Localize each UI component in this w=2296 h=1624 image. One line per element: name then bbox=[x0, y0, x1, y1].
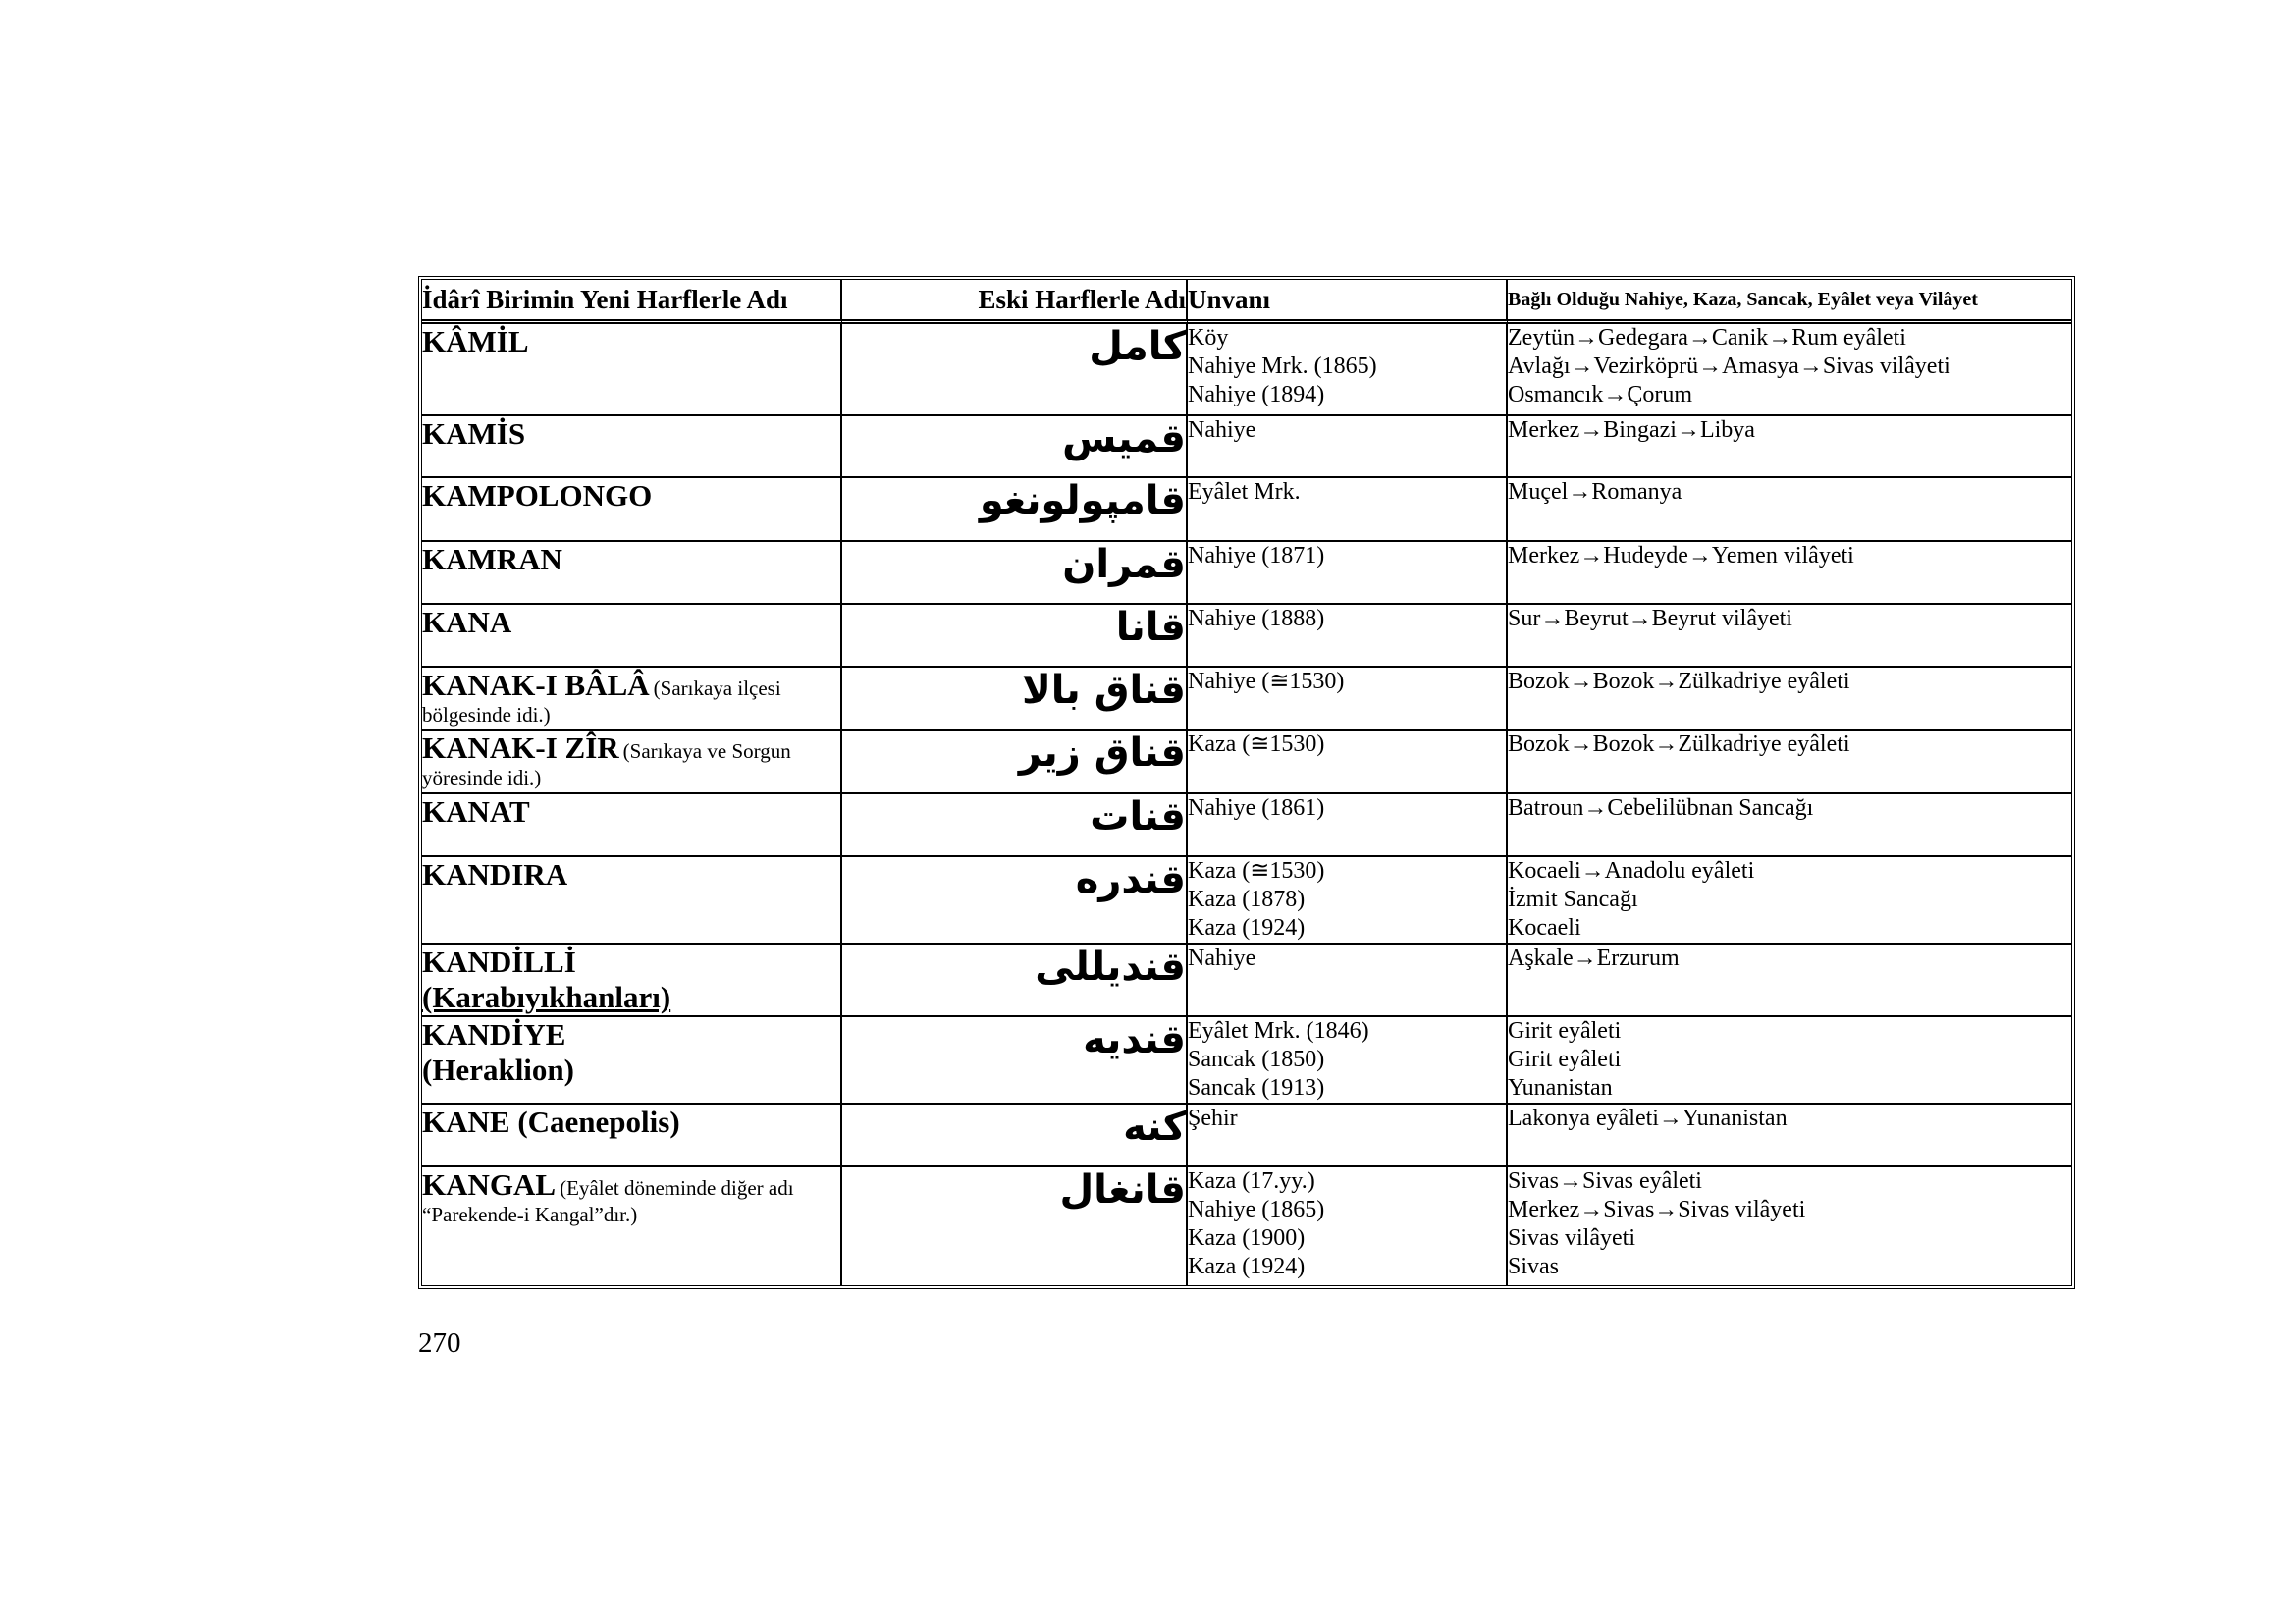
cell-affiliation bbox=[1508, 1167, 2071, 1285]
table-row bbox=[422, 794, 2071, 857]
cell-old-name bbox=[842, 794, 1188, 857]
cell-affiliation bbox=[1508, 324, 2071, 416]
cell-title bbox=[1188, 478, 1508, 542]
title-line: Kaza (1924) bbox=[1188, 1254, 1306, 1279]
cell-title bbox=[1188, 1017, 1508, 1105]
table-row bbox=[422, 605, 2071, 668]
affiliation-line: Osmancık→Çorum bbox=[1508, 382, 1692, 407]
cell-title bbox=[1188, 605, 1508, 668]
header-old-name: Eski Harflerle Adı bbox=[842, 280, 1188, 324]
table-row bbox=[422, 1167, 2071, 1285]
table-row bbox=[422, 1105, 2071, 1167]
ottoman-script-name: قندره bbox=[1075, 857, 1186, 902]
cell-old-name bbox=[842, 416, 1188, 478]
affiliation-line: Merkez→Sivas→Sivas vilâyeti bbox=[1508, 1197, 1806, 1222]
affiliation-line: Merkez→Hudeyde→Yemen vilâyeti bbox=[1508, 543, 1854, 568]
cell-title bbox=[1188, 542, 1508, 605]
ottoman-script-name: قنديه bbox=[1083, 1017, 1186, 1062]
header-affiliation: Bağlı Olduğu Nahiye, Kaza, Sancak, Eyâlet veya Vilâyet bbox=[1508, 280, 2071, 324]
unit-alt-name: (Heraklion) bbox=[422, 1053, 574, 1087]
unit-name: KANAK-I ZÎR bbox=[422, 731, 619, 765]
cell-old-name bbox=[842, 478, 1188, 542]
cell-new-name bbox=[422, 668, 842, 731]
cell-title bbox=[1188, 1167, 1508, 1285]
cell-affiliation bbox=[1508, 416, 2071, 478]
ottoman-script-name: قميس bbox=[1062, 416, 1186, 461]
title-line: Eyâlet Mrk. bbox=[1188, 479, 1301, 505]
title-line: Kaza (17.yy.) bbox=[1188, 1168, 1315, 1194]
cell-new-name bbox=[422, 1167, 842, 1285]
cell-affiliation bbox=[1508, 857, 2071, 945]
affiliation-line: Muçel→Romanya bbox=[1508, 479, 1682, 505]
ottoman-script-name: قانغال bbox=[1059, 1167, 1186, 1213]
title-line: Sancak (1850) bbox=[1188, 1047, 1325, 1072]
cell-title bbox=[1188, 324, 1508, 416]
cell-affiliation bbox=[1508, 731, 2071, 794]
unit-name: KAMRAN bbox=[422, 542, 562, 576]
cell-new-name bbox=[422, 794, 842, 857]
cell-old-name bbox=[842, 668, 1188, 731]
cell-title bbox=[1188, 945, 1508, 1017]
records-table bbox=[418, 276, 2075, 1289]
unit-name: KANE (Caenepolis) bbox=[422, 1105, 680, 1139]
ottoman-script-name: قانا bbox=[1115, 605, 1186, 650]
cell-title bbox=[1188, 731, 1508, 794]
unit-name: KANA bbox=[422, 605, 512, 639]
cell-new-name bbox=[422, 945, 842, 1017]
title-line: Kaza (1924) bbox=[1188, 915, 1306, 941]
cell-old-name bbox=[842, 324, 1188, 416]
table-header bbox=[422, 280, 2071, 324]
ottoman-script-name: قمران bbox=[1062, 542, 1186, 587]
cell-new-name bbox=[422, 1017, 842, 1105]
cell-affiliation bbox=[1508, 945, 2071, 1017]
table-body bbox=[422, 324, 2071, 1285]
ottoman-script-name: كنه bbox=[1123, 1105, 1186, 1150]
title-line: Köy bbox=[1188, 325, 1229, 351]
header-title: Unvanı bbox=[1188, 280, 1508, 324]
cell-new-name bbox=[422, 857, 842, 945]
title-line: Nahiye (1865) bbox=[1188, 1197, 1325, 1222]
table-row bbox=[422, 857, 2071, 945]
table-row bbox=[422, 324, 2071, 416]
affiliation-line: Yunanistan bbox=[1508, 1075, 1613, 1101]
cell-affiliation bbox=[1508, 1017, 2071, 1105]
title-line: Nahiye (≅1530) bbox=[1188, 669, 1345, 694]
cell-affiliation bbox=[1508, 1105, 2071, 1167]
cell-new-name bbox=[422, 731, 842, 794]
cell-affiliation bbox=[1508, 542, 2071, 605]
cell-old-name bbox=[842, 731, 1188, 794]
table-row bbox=[422, 668, 2071, 731]
title-line: Kaza (≅1530) bbox=[1188, 858, 1325, 884]
cell-title bbox=[1188, 668, 1508, 731]
cell-new-name bbox=[422, 542, 842, 605]
affiliation-line: Sivas bbox=[1508, 1254, 1560, 1279]
unit-name: KANDIRA bbox=[422, 857, 568, 892]
affiliation-line: Merkez→Bingazi→Libya bbox=[1508, 417, 1755, 443]
cell-old-name bbox=[842, 605, 1188, 668]
unit-note: (Sarıkaya ve Sorgun yöresinde idi.) bbox=[422, 739, 791, 789]
title-line: Nahiye (1861) bbox=[1188, 795, 1325, 821]
title-line: Eyâlet Mrk. (1846) bbox=[1188, 1018, 1369, 1044]
unit-name: KÂMİL bbox=[422, 324, 529, 358]
table-row bbox=[422, 416, 2071, 478]
title-line: Nahiye Mrk. (1865) bbox=[1188, 353, 1377, 379]
unit-note: (Eyâlet döneminde diğer adı “Parekende-i Kangal”dır.) bbox=[422, 1176, 794, 1226]
title-line: Nahiye bbox=[1188, 417, 1256, 443]
cell-title bbox=[1188, 1105, 1508, 1167]
cell-old-name bbox=[842, 857, 1188, 945]
cell-old-name bbox=[842, 1105, 1188, 1167]
affiliation-line: Sivas→Sivas eyâleti bbox=[1508, 1168, 1702, 1194]
table-row bbox=[422, 478, 2071, 542]
cell-title bbox=[1188, 416, 1508, 478]
unit-note: (Sarıkaya ilçesi bölgesinde idi.) bbox=[422, 677, 781, 727]
unit-name: KAMİS bbox=[422, 416, 526, 451]
ottoman-script-name: قنات bbox=[1090, 794, 1186, 839]
table-row bbox=[422, 731, 2071, 794]
cell-old-name bbox=[842, 945, 1188, 1017]
cell-affiliation bbox=[1508, 794, 2071, 857]
affiliation-line: Girit eyâleti bbox=[1508, 1018, 1622, 1044]
cell-affiliation bbox=[1508, 605, 2071, 668]
table-row bbox=[422, 542, 2071, 605]
ottoman-script-name: كامل bbox=[1089, 324, 1186, 369]
title-line: Kaza (≅1530) bbox=[1188, 731, 1325, 757]
title-line: Nahiye bbox=[1188, 946, 1256, 971]
header-row bbox=[422, 280, 2071, 324]
unit-name: KANAT bbox=[422, 794, 530, 829]
affiliation-line: İzmit Sancağı bbox=[1508, 887, 1638, 912]
cell-title bbox=[1188, 857, 1508, 945]
affiliation-line: Sivas vilâyeti bbox=[1508, 1225, 1635, 1251]
cell-title bbox=[1188, 794, 1508, 857]
page-number: 270 bbox=[418, 1327, 461, 1359]
title-line: Nahiye (1888) bbox=[1188, 606, 1325, 631]
affiliation-line: Bozok→Bozok→Zülkadriye eyâleti bbox=[1508, 669, 1850, 694]
ottoman-script-name: قامپولونغو bbox=[979, 478, 1186, 523]
affiliation-line: Kocaeli→Anadolu eyâleti bbox=[1508, 858, 1755, 884]
cell-new-name bbox=[422, 324, 842, 416]
title-line: Kaza (1900) bbox=[1188, 1225, 1306, 1251]
affiliation-line: Sur→Beyrut→Beyrut vilâyeti bbox=[1508, 606, 1792, 631]
unit-name: KANDİLLİ bbox=[422, 945, 576, 979]
header-new-name: İdârî Birimin Yeni Harflerle Adı bbox=[422, 280, 842, 324]
cell-new-name bbox=[422, 1105, 842, 1167]
affiliation-line: Avlağı→Vezirköprü→Amasya→Sivas vilâyeti bbox=[1508, 353, 1950, 379]
ottoman-script-name: قناق بالا bbox=[1021, 668, 1186, 713]
table-row bbox=[422, 945, 2071, 1017]
cell-old-name bbox=[842, 1167, 1188, 1285]
cell-new-name bbox=[422, 478, 842, 542]
affiliation-line: Bozok→Bozok→Zülkadriye eyâleti bbox=[1508, 731, 1850, 757]
affiliation-line: Kocaeli bbox=[1508, 915, 1581, 941]
title-line: Nahiye (1871) bbox=[1188, 543, 1325, 568]
unit-name: KANDİYE bbox=[422, 1017, 566, 1052]
title-line: Kaza (1878) bbox=[1188, 887, 1306, 912]
unit-name: KANAK-I BÂLÂ bbox=[422, 668, 650, 702]
ottoman-script-name: قناق زير bbox=[1018, 731, 1186, 776]
title-line: Nahiye (1894) bbox=[1188, 382, 1325, 407]
unit-alt-name: (Karabıyıkhanları) bbox=[422, 980, 671, 1014]
cell-old-name bbox=[842, 1017, 1188, 1105]
affiliation-line: Zeytün→Gedegara→Canik→Rum eyâleti bbox=[1508, 325, 1906, 351]
affiliation-line: Girit eyâleti bbox=[1508, 1047, 1622, 1072]
cell-old-name bbox=[842, 542, 1188, 605]
cell-affiliation bbox=[1508, 478, 2071, 542]
cell-new-name bbox=[422, 605, 842, 668]
table-row bbox=[422, 1017, 2071, 1105]
cell-new-name bbox=[422, 416, 842, 478]
title-line: Sancak (1913) bbox=[1188, 1075, 1325, 1101]
unit-name: KANGAL bbox=[422, 1167, 557, 1202]
title-line: Şehir bbox=[1188, 1106, 1238, 1131]
affiliation-line: Aşkale→Erzurum bbox=[1508, 946, 1680, 971]
affiliation-line: Lakonya eyâleti→Yunanistan bbox=[1508, 1106, 1788, 1131]
ottoman-script-name: قنديللى bbox=[1035, 945, 1186, 990]
unit-name: KAMPOLONGO bbox=[422, 478, 653, 513]
affiliation-line: Batroun→Cebelilübnan Sancağı bbox=[1508, 795, 1814, 821]
cell-affiliation bbox=[1508, 668, 2071, 731]
